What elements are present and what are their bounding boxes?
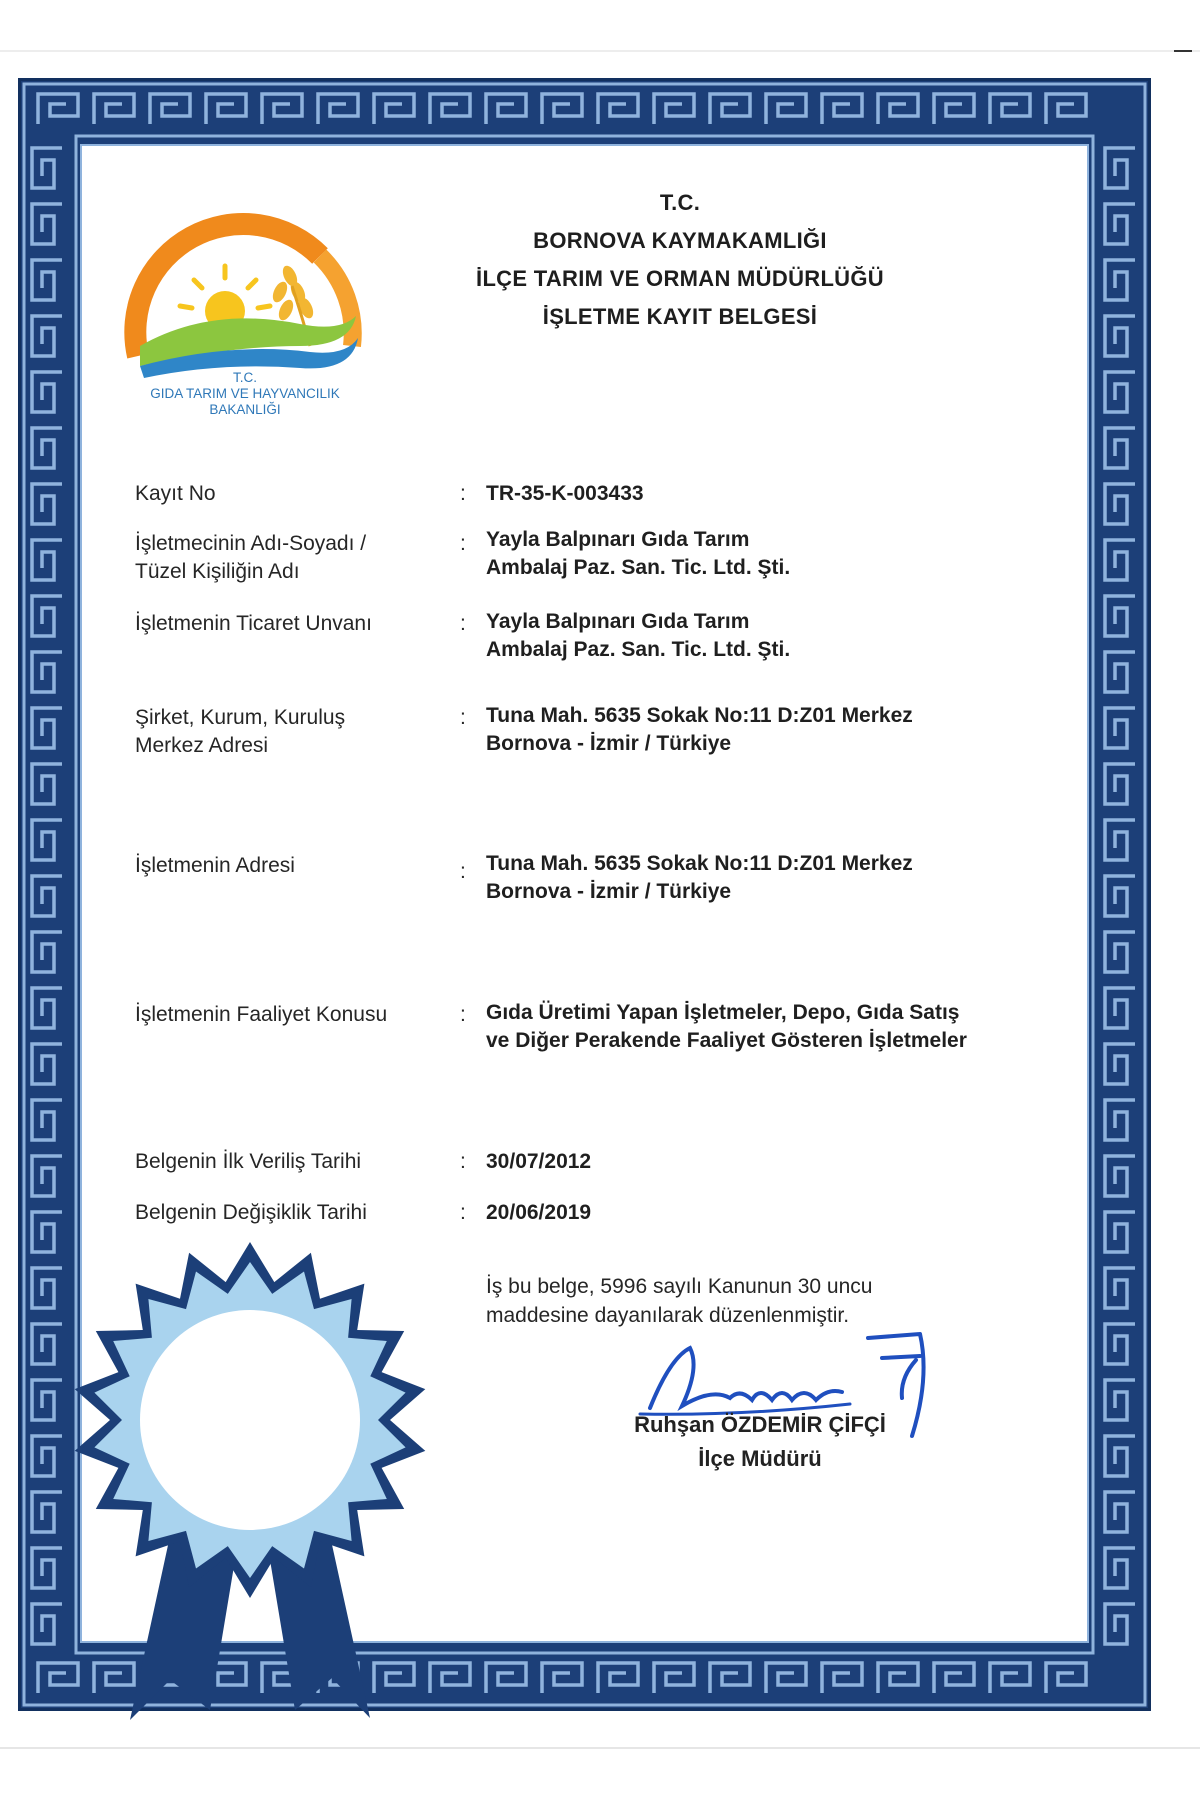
greek-key-motif (32, 596, 62, 636)
greek-key-motif (1105, 988, 1135, 1028)
greek-key-motif (32, 260, 62, 300)
field-label (135, 852, 295, 880)
greek-key-motif (1105, 652, 1135, 692)
greek-key-motif (1105, 1156, 1135, 1196)
greek-key-motif (654, 1663, 694, 1693)
greek-key-motif (32, 204, 62, 244)
logo-caption (120, 370, 370, 418)
value-line: 30/07/2012 (486, 1150, 592, 1173)
greek-key-motif (32, 540, 62, 580)
greek-key-motif (878, 94, 918, 124)
greek-key-motif (710, 1663, 750, 1693)
heading-line: BORNOVA KAYMAKAMLIĞI (533, 228, 827, 253)
greek-key-motif (822, 94, 862, 124)
field-value (486, 1199, 591, 1227)
value-line: 20/06/2019 (486, 1201, 592, 1224)
greek-key-motif (934, 94, 974, 124)
value-line: Tuna Mah. 5635 Sokak No:11 D:Z01 Merkez (486, 852, 913, 875)
greek-key-motif (1105, 1044, 1135, 1084)
greek-key-motif (710, 94, 750, 124)
field-value (486, 1148, 591, 1176)
value-line: Ambalaj Paz. San. Tic. Ltd. Şti. (486, 638, 791, 661)
label-line: İşletmecinin Adı-Soyadı / (135, 532, 367, 555)
logo-line: BAKANLIĞI (209, 402, 281, 417)
greek-key-motif (598, 1663, 638, 1693)
value-line: TR-35-K-003433 (486, 482, 644, 505)
greek-key-motif (1105, 932, 1135, 972)
field-label (135, 1001, 387, 1029)
field-value (486, 999, 967, 1055)
field-label (135, 704, 345, 760)
field-value (486, 526, 790, 582)
field-label (135, 480, 216, 508)
greek-key-motif (32, 876, 62, 916)
greek-key-motif (1105, 1324, 1135, 1364)
greek-key-motif (32, 1436, 62, 1476)
value-line: Gıda Üretimi Yapan İşletmeler, Depo, Gıda Satış (486, 1001, 960, 1024)
field-label (135, 610, 372, 638)
label-line: İşletmenin Faaliyet Konusu (135, 1003, 388, 1026)
document-title: İŞLETME KAYIT BELGESİ (542, 304, 818, 329)
page-edge (0, 50, 1200, 52)
field-value (486, 480, 644, 508)
value-line: ve Diğer Perakende Faaliyet Gösteren İşletmeler (486, 1029, 967, 1052)
greek-key-motif (1105, 708, 1135, 748)
greek-key-motif (654, 94, 694, 124)
field-colon: : (460, 706, 466, 729)
greek-key-motif (486, 1663, 526, 1693)
greek-key-motif (1105, 1604, 1135, 1644)
note-line: İş bu belge, 5996 sayılı Kanunun 30 uncu (486, 1275, 873, 1298)
greek-key-motif (1105, 428, 1135, 468)
heading-line: İLÇE TARIM VE ORMAN MÜDÜRLÜĞÜ (476, 266, 884, 291)
field-colon: : (460, 1003, 466, 1026)
greek-key-motif (1105, 1212, 1135, 1252)
greek-key-motif (32, 1548, 62, 1588)
field-label (135, 530, 366, 586)
scan-mark (1174, 50, 1192, 52)
greek-key-motif (1105, 820, 1135, 860)
field-label (135, 1199, 367, 1227)
greek-key-motif (878, 1663, 918, 1693)
value-line: Bornova - İzmir / Türkiye (486, 880, 732, 903)
seal-center (140, 1310, 360, 1530)
greek-key-motif (32, 1380, 62, 1420)
greek-key-motif (1105, 1548, 1135, 1588)
greek-key-motif (1105, 540, 1135, 580)
greek-key-motif (1105, 1268, 1135, 1308)
field-colon: : (460, 860, 466, 883)
greek-key-motif (32, 932, 62, 972)
page-edge (0, 1747, 1200, 1749)
greek-key-motif (430, 94, 470, 124)
greek-key-motif (542, 1663, 582, 1693)
greek-key-motif (32, 764, 62, 804)
greek-key-motif (38, 94, 78, 124)
greek-key-motif (1105, 204, 1135, 244)
label-line: Şirket, Kurum, Kuruluş (135, 706, 346, 729)
field-colon: : (460, 612, 466, 635)
greek-key-motif (1105, 1436, 1135, 1476)
document-heading (380, 184, 980, 336)
greek-key-motif (766, 94, 806, 124)
greek-key-motif (32, 1604, 62, 1644)
greek-key-motif (542, 94, 582, 124)
greek-key-motif (32, 484, 62, 524)
value-line: Bornova - İzmir / Türkiye (486, 732, 732, 755)
field-value (486, 702, 913, 758)
label-line: Merkez Adresi (135, 734, 269, 757)
field-colon: : (460, 1150, 466, 1173)
greek-key-motif (1105, 1492, 1135, 1532)
greek-key-motif (32, 316, 62, 356)
heading-line: T.C. (659, 190, 701, 215)
signatory-name: Ruhşan ÖZDEMİR ÇİFÇİ (634, 1412, 886, 1437)
greek-key-motif (32, 1212, 62, 1252)
greek-key-motif (32, 1324, 62, 1364)
greek-key-motif (1105, 596, 1135, 636)
greek-key-motif (990, 1663, 1030, 1693)
greek-key-motif (1105, 148, 1135, 188)
greek-key-motif (318, 94, 358, 124)
greek-key-motif (1105, 372, 1135, 412)
greek-key-motif (1105, 484, 1135, 524)
signatory-title: İlçe Müdürü (698, 1446, 822, 1471)
greek-key-motif (1105, 764, 1135, 804)
greek-key-motif (94, 94, 134, 124)
greek-key-motif (32, 1492, 62, 1532)
greek-key-motif (32, 1156, 62, 1196)
greek-key-motif (32, 652, 62, 692)
greek-key-motif (766, 1663, 806, 1693)
seal-rosette (70, 1240, 430, 1720)
greek-key-motif (32, 820, 62, 860)
note-line: maddesine dayanılarak düzenlenmiştir. (486, 1304, 850, 1327)
value-line: Tuna Mah. 5635 Sokak No:11 D:Z01 Merkez (486, 704, 913, 727)
greek-key-motif (32, 708, 62, 748)
greek-key-motif (822, 1663, 862, 1693)
greek-key-motif (430, 1663, 470, 1693)
field-value (486, 850, 913, 906)
logo-line: GIDA TARIM VE HAYVANCILIK (150, 386, 340, 401)
greek-key-motif (150, 94, 190, 124)
greek-key-motif (990, 94, 1030, 124)
field-colon: : (460, 482, 466, 505)
greek-key-motif (486, 94, 526, 124)
greek-key-motif (1105, 260, 1135, 300)
greek-key-motif (206, 94, 246, 124)
greek-key-motif (1105, 1380, 1135, 1420)
greek-key-motif (32, 428, 62, 468)
label-line: Belgenin İlk Veriliş Tarihi (135, 1150, 362, 1173)
greek-key-motif (32, 1100, 62, 1140)
label-line: Kayıt No (135, 482, 216, 505)
greek-key-motif (32, 148, 62, 188)
greek-key-motif (1046, 1663, 1086, 1693)
greek-key-motif (262, 94, 302, 124)
greek-key-motif (934, 1663, 974, 1693)
label-line: Belgenin Değişiklik Tarihi (135, 1201, 367, 1224)
greek-key-motif (32, 1044, 62, 1084)
value-line: Yayla Balpınarı Gıda Tarım (486, 528, 750, 551)
label-line: İşletmenin Ticaret Unvanı (135, 612, 372, 635)
label-line: İşletmenin Adresi (135, 854, 295, 877)
greek-key-motif (374, 94, 414, 124)
label-line: Tüzel Kişiliğin Adı (135, 560, 300, 583)
greek-key-motif (32, 988, 62, 1028)
greek-key-motif (598, 94, 638, 124)
greek-key-motif (1105, 316, 1135, 356)
greek-key-motif (32, 1268, 62, 1308)
value-line: Yayla Balpınarı Gıda Tarım (486, 610, 750, 633)
logo-line: T.C. (232, 370, 257, 385)
field-value (486, 608, 790, 664)
field-colon: : (460, 1201, 466, 1224)
greek-key-motif (32, 372, 62, 412)
value-line: Ambalaj Paz. San. Tic. Ltd. Şti. (486, 556, 791, 579)
greek-key-motif (1105, 876, 1135, 916)
greek-key-motif (1105, 1100, 1135, 1140)
field-colon: : (460, 532, 466, 555)
greek-key-motif (1046, 94, 1086, 124)
signatory-block (560, 1408, 960, 1476)
field-label (135, 1148, 361, 1176)
